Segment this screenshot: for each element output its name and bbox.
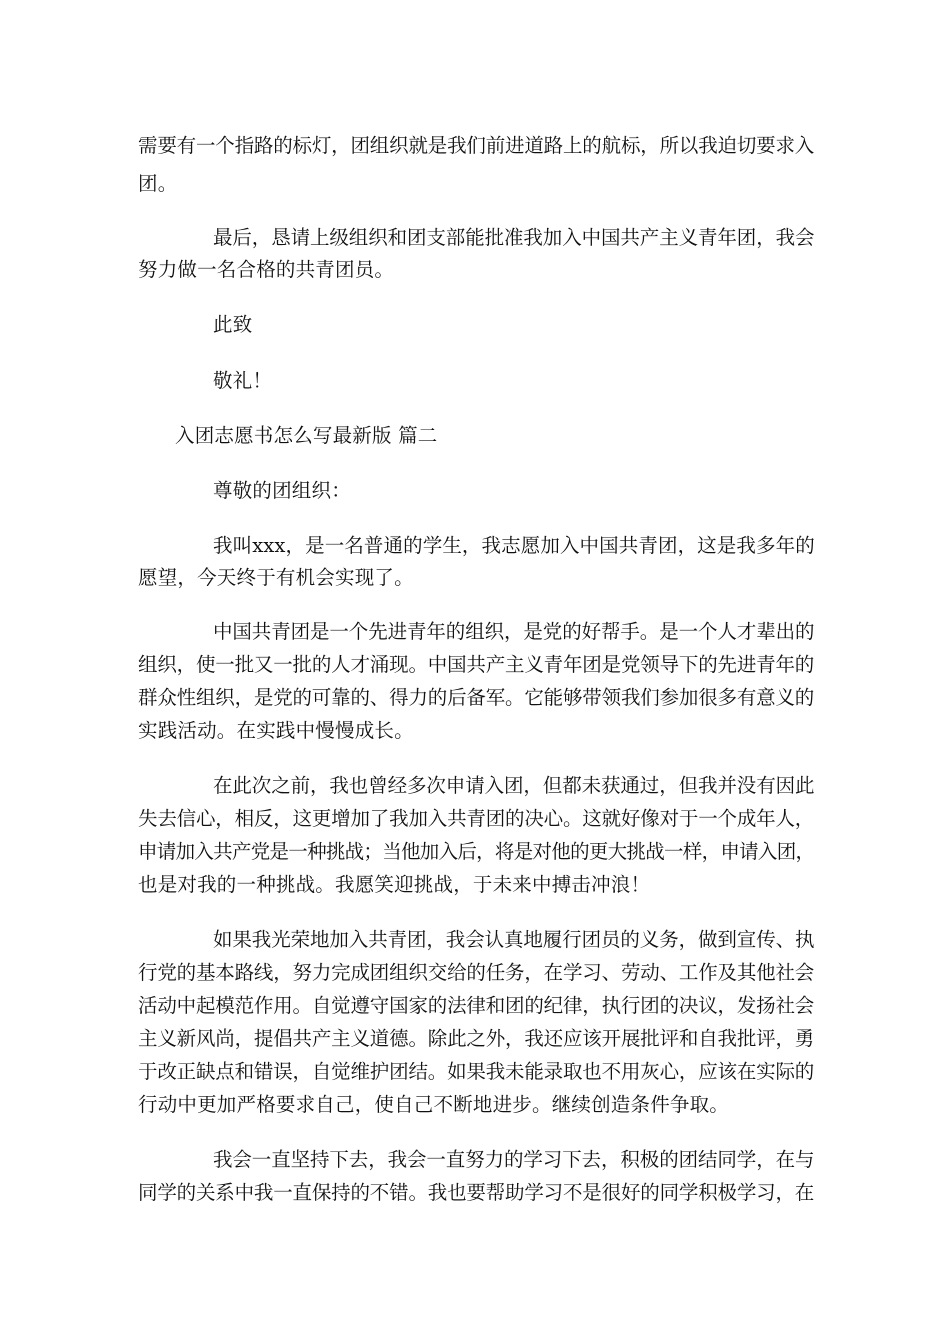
paragraph-line: 同学的关系中我一直保持的不错。我也要帮助学习不是很好的同学积极学习，在 [138, 1181, 815, 1204]
paragraph-line: 活动中起模范作用。自觉遵守国家的法律和团的纪律，执行团的决议，发扬社会 [138, 994, 815, 1017]
paragraph-line: 失去信心，相反，这更增加了我加入共青团的决心。这就好像对于一个成年人， [138, 807, 815, 830]
paragraph-line: 最后，恳请上级组织和团支部能批准我加入中国共产主义青年团，我会 [213, 226, 815, 249]
paragraph-line: 愿望，今天终于有机会实现了。 [138, 566, 414, 589]
section-heading: 入团志愿书怎么写最新版 篇二 [175, 424, 438, 447]
paragraph-line: 行党的基本路线，努力完成团组织交给的任务，在学习、劳动、工作及其他社会 [138, 961, 815, 984]
paragraph-line: 实践活动。在实践中慢慢成长。 [138, 719, 414, 742]
paragraph-line: 于改正缺点和错误，自觉维护团结。如果我未能录取也不用灰心，应该在实际的 [138, 1060, 815, 1083]
paragraph-line: 组织，使一批又一批的人才涌现。中国共产主义青年团是党领导下的先进青年的 [138, 653, 815, 676]
paragraph-line: 需要有一个指路的标灯，团组织就是我们前进道路上的航标，所以我迫切要求入 [138, 134, 815, 157]
paragraph-line: 团。 [138, 172, 178, 195]
paragraph-line: 申请加入共产党是一种挑战；当他加入后，将是对他的更大挑战一样，申请入团， [138, 840, 815, 863]
paragraph-line: 如果我光荣地加入共青团，我会认真地履行团员的义务，做到宣传、执 [213, 928, 815, 951]
paragraph-line: 努力做一名合格的共青团员。 [138, 258, 395, 281]
paragraph-line: 我会一直坚持下去，我会一直努力的学习下去，积极的团结同学，在与 [213, 1148, 815, 1171]
paragraph-line: 我叫xxx，是一名普通的学生，我志愿加入中国共青团，这是我多年的 [213, 534, 815, 557]
paragraph-line: 行动中更加严格要求自己，使自己不断地进步。继续创造条件争取。 [138, 1093, 730, 1116]
paragraph-line: 群众性组织，是党的可靠的、得力的后备军。它能够带领我们参加很多有意义的 [138, 686, 815, 709]
paragraph-line: 也是对我的一种挑战。我愿笑迎挑战，于未来中搏击冲浪！ [138, 873, 651, 896]
paragraph-line: 中国共青团是一个先进青年的组织，是党的好帮手。是一个人才辈出的 [213, 620, 815, 643]
paragraph-line: 在此次之前，我也曾经多次申请入团，但都未获通过，但我并没有因此 [213, 774, 815, 797]
closing-line: 敬礼！ [213, 369, 273, 392]
closing-line: 此致 [213, 313, 253, 336]
paragraph-line: 主义新风尚，提倡共产主义道德。除此之外，我还应该开展批评和自我批评，勇 [138, 1027, 815, 1050]
salutation: 尊敬的团组织： [213, 479, 351, 502]
